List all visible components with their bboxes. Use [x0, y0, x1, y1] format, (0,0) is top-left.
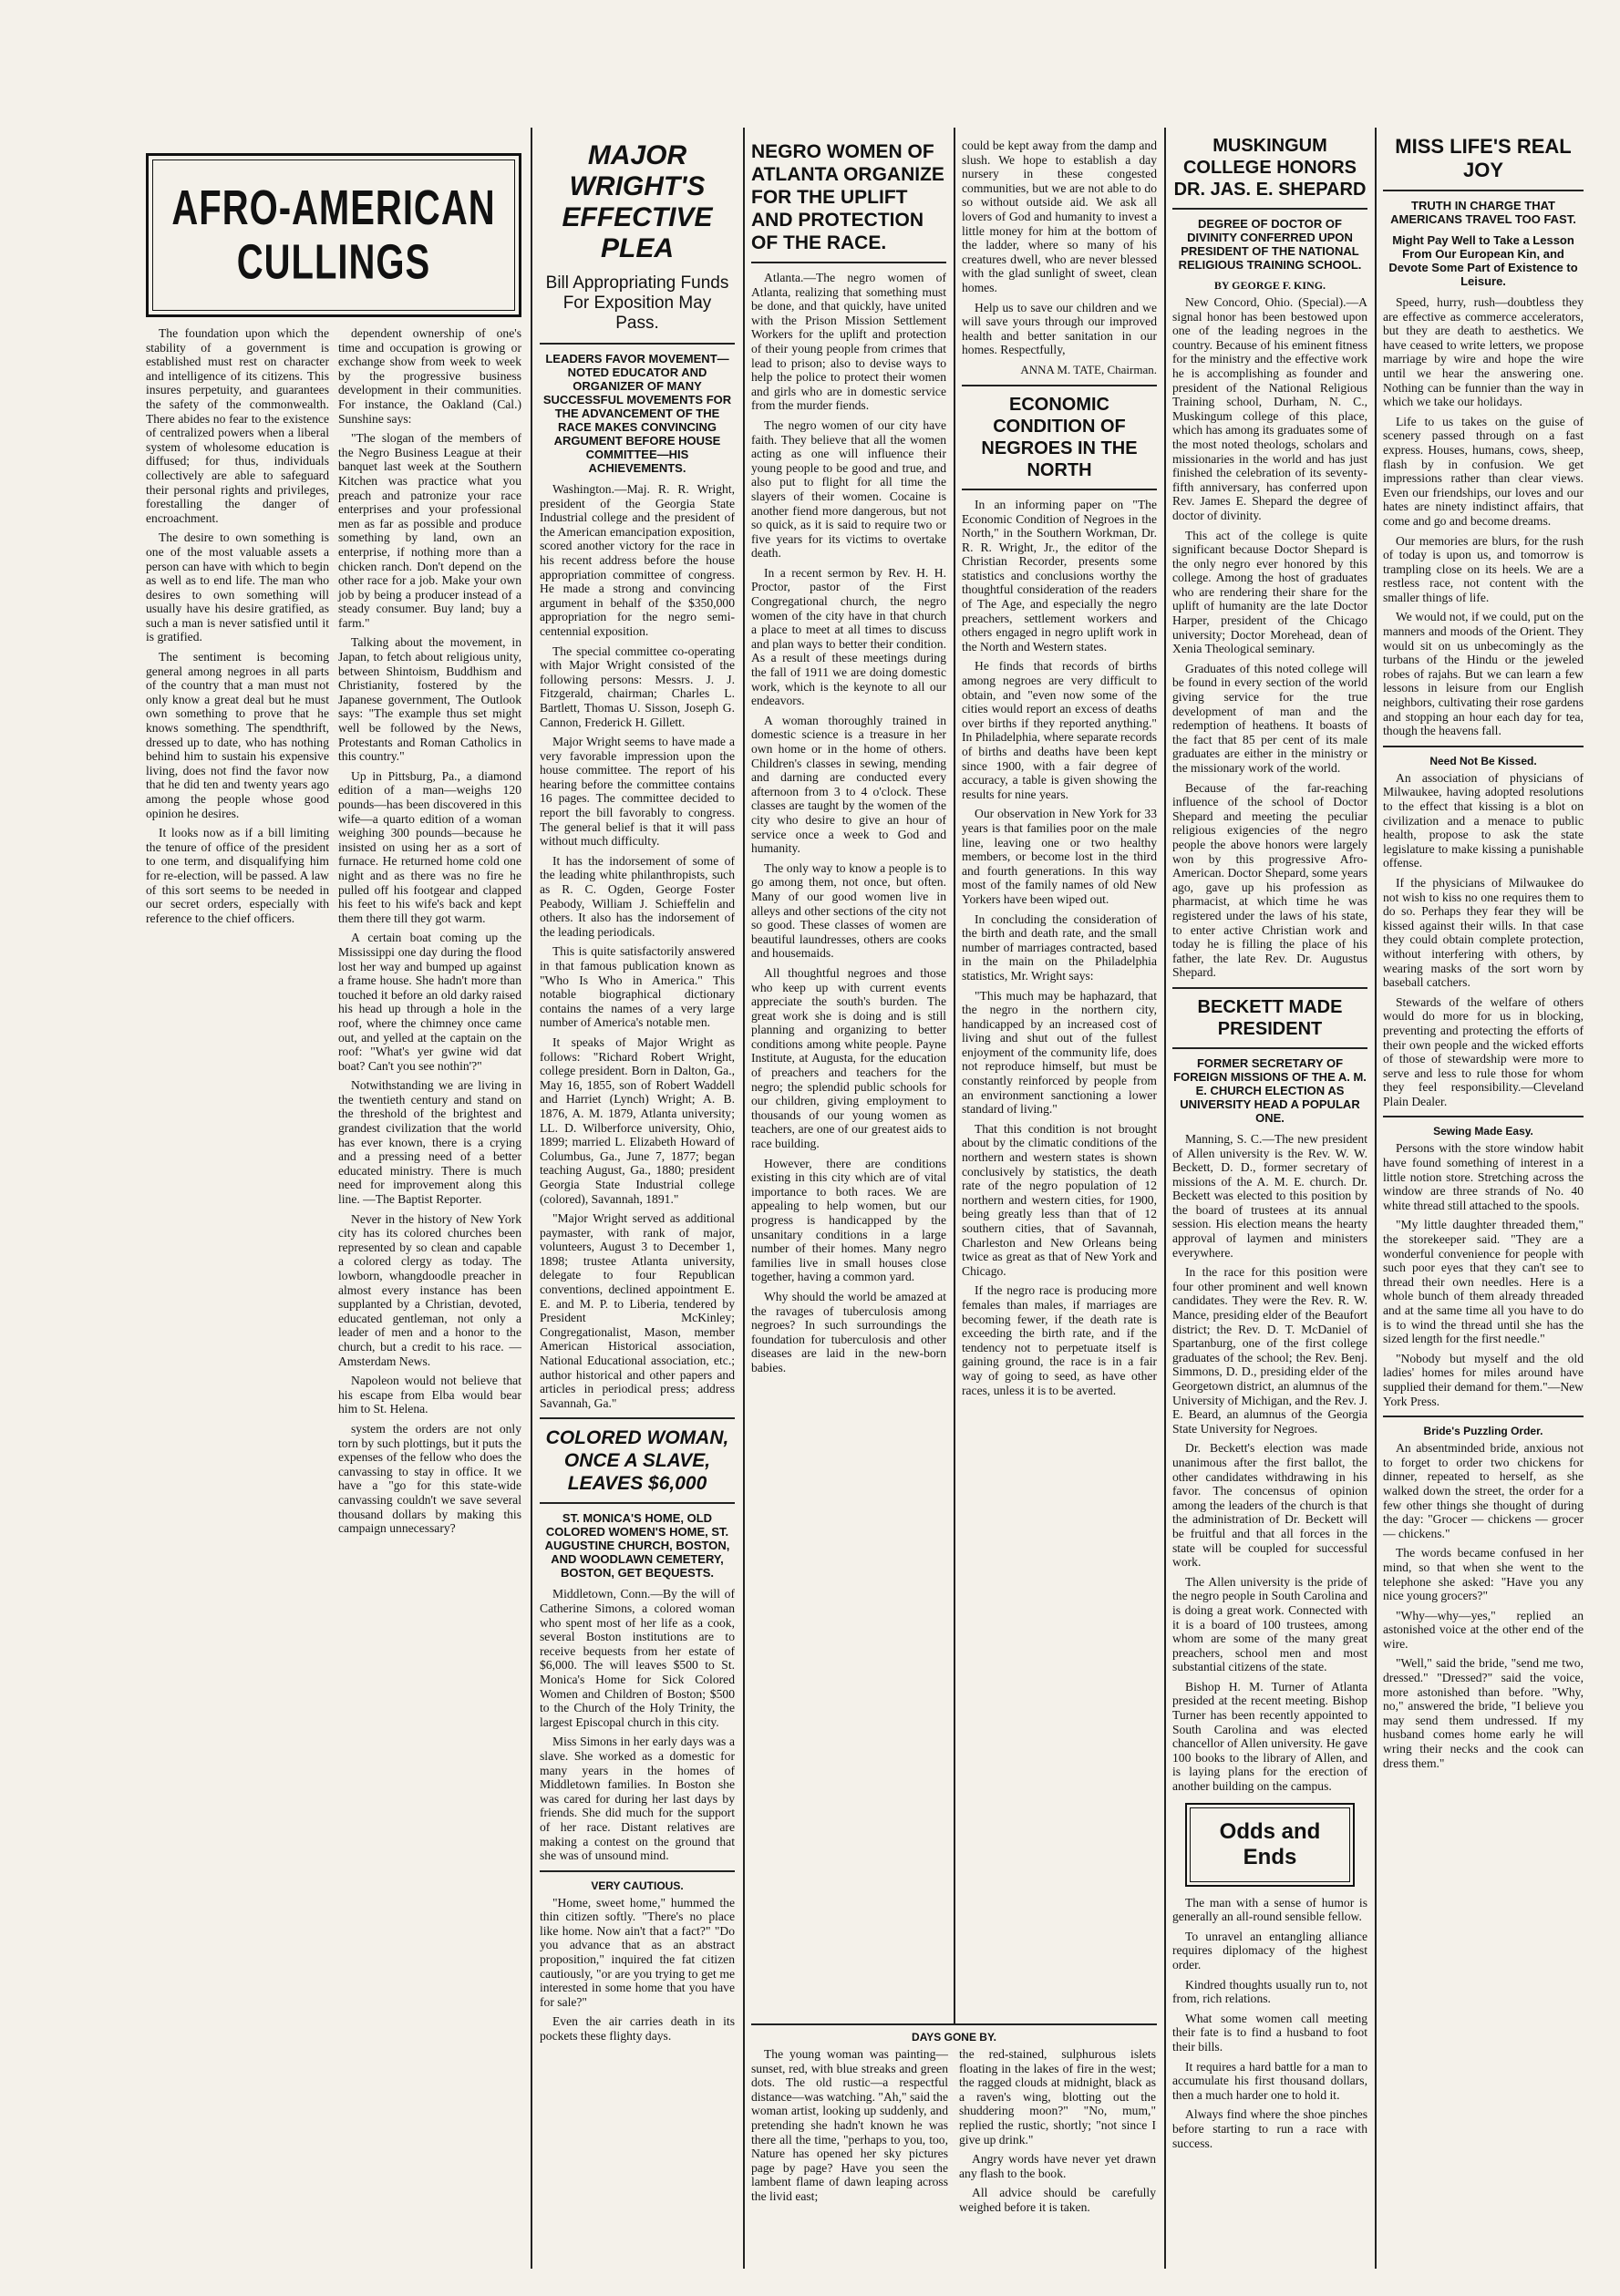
- north-headline: ECONOMIC CONDITION OF NEGROES IN THE NORTH: [981, 394, 1138, 480]
- article-paragraph: Manning, S. C.—The new president of Allen university is the Rev. W. W. Beckett, D. D., former secretary of missions of the A. M. E. church. Dr. Beckett was elected to this position by the board of trustees at its annual session. His election means the hearty approval of laymen and ministers everywhere.: [1172, 1131, 1367, 1260]
- article-paragraph: A certain boat coming up the Mississippi one day during the flood lost her way and bumped up against a frame house. She hadn't more than touched it before an old darky raised his head up through a hole in the roof, where the chimney once came out, and yelled at the captain on the roof: "What's yer gwine wid dat boat? Can't you see nothin'?": [338, 931, 521, 1073]
- article-paragraph: He finds that records of births among negroes are very difficult to obtain, and "even now some of the cities would report an excess of deaths over births if they reported anything." In Philadelphia, where separate records of births and deaths have been kept since 1900, with a fair degree of accuracy, a table is given showing the results for nine years.: [962, 659, 1157, 801]
- article-paragraph: To unravel an entangling alliance requires diplomacy of the highest order.: [1172, 1929, 1367, 1972]
- column-rule: [531, 128, 532, 2269]
- daysgone-subcolumn-1: [751, 2047, 948, 2220]
- cullings-title-box: [146, 153, 521, 317]
- article-paragraph: Always find where the shoe pinches before starting to run a race with success.: [1172, 2107, 1367, 2150]
- odds-title-box: [1185, 1803, 1355, 1887]
- wright-headline: MAJOR WRIGHT'S EFFECTIVE PLEA: [562, 140, 713, 263]
- sewing-headline: Sewing Made Easy.: [1433, 1125, 1533, 1138]
- article-paragraph: It has the indorsement of some of the leading white philanthropists, such as R. C. Ogden, George Foster Peabody, William J. Schieffelin and others. It also has the indorsement of the leading periodicals.: [540, 853, 735, 939]
- article-paragraph: That this condition is not brought about by the climatic conditions of the northern and western states is shown conclusively by statistics, the death rate of the negro population of 12 northern and western cities, for 1900, being greatly less than that of 12 southern cities, that of Savannah, Charleston and New Orleans being twice as great as that of New York and Chicago.: [962, 1121, 1157, 1278]
- odds-headline: Odds and Ends: [1219, 1818, 1321, 1869]
- divider: [540, 343, 735, 345]
- article-paragraph: Atlanta.—The negro women of Atlanta, realizing that something must be done, and that quickly, have united with the Prison Mission Settlement Workers for the uplift and protection of their young people from crimes that lead to prison; also to devise ways to help the police to protect their women and girls who are in domestic service from the murder fiends.: [751, 271, 946, 413]
- article-paragraph: All advice should be carefully weighed before it is taken.: [959, 2186, 1156, 2214]
- article-paragraph: Major Wright seems to have made a very favorable impression upon the house committee. The report of his hearing before the committee contains 16 pages. The committee decided to report the bill favorably to congress. The general belief is that it will pass without much difficulty.: [540, 735, 735, 849]
- article-paragraph: "The slogan of the members of the Negro Business League at their banquet last week at the Southern Kitchen was practice what you preach and patronize your race enterprises and your professional men as far as possible and produce something by land, own an enterprise, if nothing more than a chicken ranch. Don't depend on the other race for a job. Make your own job by being a producer instead of a steady consumer. Buy land; buy a farm.": [338, 431, 521, 630]
- divider: [540, 1502, 735, 1504]
- divider: [751, 262, 946, 263]
- signature: ANNA M. TATE, Chairman.: [1020, 362, 1157, 376]
- column-rule: [1164, 128, 1166, 2269]
- article-paragraph: Miss Simons in her early days was a slave. She worked as a domestic for many years in the homes of Middletown families. In Boston she was cared for during her last days by friends. She did much for the support of her race. Distant relatives are making a contest on the ground that she was of unsound mind.: [540, 1735, 735, 1863]
- article-paragraph: "Well," said the bride, "send me two, dressed." "Dressed?" said the voice, more astonished than before. "Why, no," answered the bride, "I believe you may send them undressed. If my husband comes home early he will wring their necks and the cook can dress them.": [1383, 1656, 1584, 1770]
- article-paragraph: In a recent sermon by Rev. H. H. Proctor, pastor of the First Congregational church, the negro women of the city have in that church a place to meet at all times to discuss and plan ways to better their condition. As a result of these meetings during the fall of 1911 we are doing domestic work, which is the keynote to all our endeavors.: [751, 565, 946, 708]
- article-paragraph: New Concord, Ohio. (Special).—A signal honor has been bestowed upon one of the leading negroes in the country. Because of his eminent fitness for the ministry and the effective work he is accomplishing as founder and president of the National Religious Training school, Durham, N. C., Muskingum college of this place, which has among its graduates some of the most noted theologs, scholars and missionaries in the world and has just finished the celebration of its seventy-fifth anniversary, has conferred upon Rev. James E. Shepard the degree of doctor of divinity.: [1172, 295, 1367, 522]
- article-paragraph: It looks now as if a bill limiting the tenure of office of the president to one term, and disqualifying him for re-election, will be passed. A law of this sort seems to be needed in our secret orders, especially with reference to the chief officers.: [146, 826, 329, 925]
- article-paragraph: Bishop H. M. Turner of Atlanta presided at the recent meeting. Bishop Turner has been recently appointed to South Carolina and was elected chancellor of Allen university. He gave 100 books to the library of Allen, and is laying plans for the erection of another building on the campus.: [1172, 1679, 1367, 1794]
- wright-column: [540, 128, 735, 2269]
- article-paragraph: The special committee co-operating with Major Wright consisted of the following persons: Messrs. J. J. Fitzgerald, chairman; Charles L. Bartlett, Thomas U. Sisson, Joseph G. Cannon, Frederick H. Gillett.: [540, 643, 735, 729]
- article-paragraph: Persons with the store window habit have found something of interest in a little notion store. Stretching across the window are three strands of No. 40 white thread still attached to the spools.: [1383, 1141, 1584, 1212]
- beckett-deck: FORMER SECRETARY OF FOREIGN MISSIONS OF THE A. M. E. CHURCH ELECTION AS UNIVERSITY HEAD A POPULAR ONE.: [1173, 1055, 1367, 1125]
- joy-column: [1383, 128, 1584, 2269]
- article-paragraph: The sentiment is becoming general among negroes in all parts of the country that a man must not only know a great deal but he must own something to prove that he knows something. The spendthrift, dressed up to date, who has nothing behind him to sustain his expensive living, does not find the favor now that he did ten and twenty years ago among the people whose good opinion he desires.: [146, 650, 329, 820]
- article-paragraph: If the physicians of Milwaukee do not wish to kiss no one requires them to do so. Perhaps they fear they will be kissed against their wills. In that case they could obtain complete protection, without interfering with others, by wearing masks of the sort worn by baseball catchers.: [1383, 875, 1584, 990]
- article-paragraph: An association of physicians of Milwaukee, having adopted resolutions to the effect that kissing is a blot on civilization and a menace to public health, propose to ask the state legislature to make kissing a punishable offense.: [1383, 770, 1584, 870]
- joy-headline: MISS LIFE'S REAL JOY: [1395, 135, 1572, 181]
- column-rule: [743, 128, 745, 2269]
- daysgone-headline: DAYS GONE BY.: [912, 2031, 996, 2044]
- divider: [1383, 190, 1584, 191]
- article-paragraph: We would not, if we could, put on the manners and moods of the Orient. They would sit on us unbecomingly as the turbans of the Hindu or the jeweled robes of rajahs. But we can learn a few lessons in leisure from our English neighbors, cultivating their rose gardens and stopping an hour each day for tea, though the heavens fall.: [1383, 610, 1584, 738]
- article-paragraph: Why should the world be amazed at the ravages of tuberculosis among negroes? In such surroundings the foundation for tuberculosis and other diseases are laid in the new-born babies.: [751, 1289, 946, 1375]
- article-paragraph: Never in the history of New York city has its colored churches been represented by so clean and capable a colored clergy as today. The lowborn, whangdoodle preacher in almost every instance has been supplanted by a Christian, devoted, educated gentleman, not only a leader of men and a honor to the church, but a credit to his race. —Amsterdam News.: [338, 1211, 521, 1368]
- article-paragraph: This act of the college is quite significant because Doctor Shepard is the only negro ever honored by this college. Among the host of graduates who are rendering their share for the uplift of humanity are the late Doctor Harper, president of the Chicago university; Doctor Morehead, dean of Xenia Theological seminary.: [1172, 528, 1367, 656]
- article-paragraph: "Nobody but myself and the old ladies' homes for miles around have supplied their demand for them."—New York Press.: [1383, 1351, 1584, 1408]
- article-paragraph: "Major Wright served as additional paymaster, with rank of major, volunteers, August 3 to December 1, 1898; trustee Atlanta university, delegate to four Republican conventions, declined appointment E. E. and M. P. to Liberia, tendered by President McKinley; Congregationalist, Mason, member American Historical association, National Educational association, etc.; author historical and other papers and articles in periodical press; address Savannah, Ga.": [540, 1211, 735, 1410]
- article-paragraph: A woman thoroughly trained in domestic science is a treasure in her own home or in the home of others. Children's classes in sewing, mending and darning are conducted every afternoon from 3 to 4 o'clock. These classes are taught by the women of the city who desire to give an hour of service once a week to God and humanity.: [751, 713, 946, 856]
- article-paragraph: The words became confused in her mind, so that when she went to the telephone she asked: "Have you any nice young grocers?": [1383, 1546, 1584, 1603]
- article-paragraph: Napoleon would not believe that his escape from Elba would bear him to St. Helena.: [338, 1374, 521, 1416]
- cullings-subcolumn-2: [338, 326, 521, 1541]
- divider: [1383, 746, 1584, 747]
- cullings-title: AFRO-AMERICAN CULLINGS: [171, 180, 496, 290]
- article-paragraph: All thoughtful negroes and those who keep up with current events appreciate the south's burden. The great work she is doing and is still planning and organizing to better conditions among white people. Payne Institute, at Augusta, for the education of preachers and teachers for the negro; the splendid public schools for our children, giving employment to thousands of our young women as teachers, are one of our greatest aids to race building.: [751, 965, 946, 1151]
- north-column: [962, 128, 1157, 2269]
- article-paragraph: The foundation upon which the stability of a government is established must rest on character and intelligence of its citizens. This insures perpetuity, and guarantees the safety of the commonwealth. There abides no fear to the existence of centralized powers when a liberal system of wholesome education is diffused; for thus, individuals collectively are able to safeguard their personal rights and privileges, forestalling the danger of encroachment.: [146, 326, 329, 525]
- cullings-column: [146, 153, 521, 2269]
- joy-deck-2: Might Pay Well to Take a Lesson From Our European Kin, and Devote Some Part of Existence to Leisure.: [1388, 233, 1578, 288]
- article-paragraph: In concluding the consideration of the birth and death rate, and the small number of marriages contracted, based in the main on the Philadelphia statistics, Mr. Wright says:: [962, 911, 1157, 983]
- divider: [962, 489, 1157, 490]
- article-paragraph: Our memories are blurs, for the rush of today is upon us, and tomorrow is trampling close on its heels. We are a restless race, not content with the smaller things of life.: [1383, 533, 1584, 604]
- divider: [1172, 1047, 1367, 1049]
- divider: [1383, 1116, 1584, 1117]
- article-paragraph: "My little daughter threaded them," the storekeeper said. "They are a wonderful convenience for people with such poor eyes that they can't see to thread their own needles. Here is a whole bunch of them already threaded and at the same time all you have to do is to wind the thread until she has the sized length for the first needle.": [1383, 1218, 1584, 1346]
- article-paragraph: Washington.—Maj. R. R. Wright, president of the Georgia State Industrial college and the president of the American emancipation exposition, scored another victory for the race in his recent address before the house appropriation committee of congress. He made a strong and convincing argument in behalf of the $350,000 appropriation for the negro semi-centennial exposition.: [540, 482, 735, 638]
- muskingum-deck: DEGREE OF DOCTOR OF DIVINITY CONFERRED UPON PRESIDENT OF THE NATIONAL RELIGIOUS TRAINING SCHOOL.: [1178, 217, 1362, 272]
- slave-deck: ST. MONICA'S HOME, OLD COLORED WOMEN'S HOME, ST. AUGUSTINE CHURCH, BOSTON, AND WOODLAWN CEMETERY, BOSTON, GET BEQUESTS.: [544, 1511, 730, 1580]
- article-paragraph: In an informing paper on "The Economic Condition of Negroes in the North," in the Southern Workman, Dr. R. R. Wright, Jr., the editor of the Christian Recorder, presents some statistics and conclusions worthy the thoughtful consideration of the readers of The Age, and especially the negro preachers, settlement workers and others engaged in negro uplift work in the North and Western states.: [962, 497, 1157, 654]
- article-paragraph: It speaks of Major Wright as follows: "Richard Robert Wright, college president. Born in Dalton, Ga., May 16, 1855, son of Robert Waddell and Harriet (Lynch) Wright; A. B. 1876, A. M. 1879, Atlanta university; LL. D. Wilberforce university, Ohio, 1899; married L. Elizabeth Howard of Columbus, Ga., June 7, 1877; began teaching August, Ga., 1880; president Georgia State Industrial college (colored), Savannah, 1891.": [540, 1035, 735, 1206]
- daysgone-box: [751, 2023, 1157, 2271]
- article-paragraph: The Allen university is the pride of the negro people in South Carolina and is doing a great work. Connected with it is a board of 100 trustees, among whom are some of the many great preachers, school men and most substantial citizens of the state.: [1172, 1574, 1367, 1674]
- divider: [962, 385, 1157, 386]
- byline: BY GEORGE F. KING.: [1213, 279, 1326, 292]
- article-paragraph: What some women call meeting their fate is to find a husband to foot their bills.: [1172, 2011, 1367, 2054]
- article-paragraph: Even the air carries death in its pockets these flighty days.: [540, 2014, 735, 2044]
- column-rule: [1375, 128, 1377, 2269]
- article-paragraph: However, there are conditions existing in this city which are of vital importance to both races. We are appealing to help women, but our progress is handicapped by the unsanitary conditions in a large number of their homes. Many negro families live in small houses close together, having a common yard.: [751, 1156, 946, 1284]
- article-paragraph: Up in Pittsburg, Pa., a diamond edition of a man—weighs 120 pounds—has been discovered in this wife—a quarto edition of a woman weighing 300 pounds—because he insisted on using her as a sort of furnace. He returned home cold one night and as there was no fire he pulled off his footgear and clapped his feet to his wife's back and kept them there till they got warm.: [338, 768, 521, 925]
- cullings-subcolumn-1: [146, 326, 329, 1541]
- article-paragraph: Angry words have never yet drawn any flash to the book.: [959, 2152, 1156, 2180]
- article-paragraph: Life to us takes on the guise of scenery passed through on a fast express. Houses, humans, cows, sheep, flash by in confusion. We get impressions rather than clear views. Even our friendships, our loves and our hates are ninety indistinct affairs, that come and go and become dreams.: [1383, 414, 1584, 528]
- article-paragraph: The young woman was painting—sunset, red, with blue streaks and green dots. The old rustic—a respectful distance—was watching. "Ah," said the woman artist, looking up suddenly, and pretending she hadn't known he was there all the time, "perhaps to you, too, Nature has opened her sky pictures page by page? Have you seen the lambent flame of dawn leaping across the livid east;: [751, 2047, 948, 2203]
- kissed-headline: Need Not Be Kissed.: [1429, 754, 1537, 767]
- article-paragraph: system the orders are not only torn by such plottings, but it puts the expenses of the fellow who does the canvassing to stay in office. It we have a "go for this state-wide canvassing couldn't we save several thousand dollars by making this campaign unnecessary?: [338, 1421, 521, 1536]
- divider: [1172, 208, 1367, 210]
- article-paragraph: "Home, sweet home," hummed the thin citizen softly. "There's no place like home. Now ain't that a fact?" "Do you advance that as an abstract proposition," inquired the fat citizen cautiously, "or are you trying to get me interested in some home that you have for sale?": [540, 1895, 735, 2009]
- article-paragraph: the red-stained, sulphurous islets floating in the lakes of fire in the west; the ragged clouds at midnight, black as a raven's wing, blotting out the shuddering moon?" "No, mum," replied the rustic, shortly; "not since I give up drink.": [959, 2047, 1156, 2147]
- joy-deck: TRUTH IN CHARGE THAT AMERICANS TRAVEL TOO FAST.: [1390, 199, 1576, 226]
- article-paragraph: An absentminded bride, anxious not to forget to order two chickens for dinner, repeated to herself, as she walked down the street, the order for a few other things she thought of during the day: "Grocer — chickens — grocer — chickens.": [1383, 1441, 1584, 1540]
- article-paragraph: It requires a hard battle for a man to accumulate his first thousand dollars, then a much harder one to hold it.: [1172, 2059, 1367, 2102]
- article-paragraph: Talking about the movement, in Japan, to fetch about religious unity, between Shintoism, Buddhism and Christianity, fostered by the Japanese government, The Outlook says: "The example thus set might well be followed by the News, Protestants and Roman Catholics in this country.": [338, 635, 521, 764]
- atlanta-headline: NEGRO WOMEN OF ATLANTA ORGANIZE FOR THE UPLIFT AND PROTECTION OF THE RACE.: [751, 141, 944, 253]
- article-paragraph: The only way to know a people is to go among them, not once, but often. Many of our good women live in alleys and other sections of the city not so good. These classes of women are beautiful laundresses, others are cooks and housemaids.: [751, 860, 946, 961]
- column-rule: [954, 128, 955, 2269]
- slave-headline: COLORED WOMAN, ONCE A SLAVE, LEAVES $6,000: [545, 1427, 729, 1495]
- muskingum-headline: MUSKINGUM COLLEGE HONORS DR. JAS. E. SHEPARD: [1173, 136, 1367, 200]
- article-paragraph: Help us to save our children and we will save yours through our improved health and better sanitation in our homes. Respectfully,: [962, 300, 1157, 357]
- divider: [1383, 1416, 1584, 1417]
- divider: [1172, 987, 1367, 989]
- article-paragraph: "This much may be haphazard, that the negro in the northern city, handicapped by an increased cost of living and shut out of the fullest enjoyment of the community life, does not reproduce himself, but must be constantly reinforced by people from an environment sanctioning a lower standard of living.": [962, 988, 1157, 1117]
- divider: [540, 1870, 735, 1872]
- article-paragraph: Speed, hurry, rush—doubtless they are effective as commerce accelerators, but they are death to aesthetics. We have ceased to write letters, we propose marriage by wire and hope the wire until we hear the answering one. Nothing can be funnier than the way in which we take our holidays.: [1383, 295, 1584, 409]
- article-paragraph: In the race for this position were four other prominent and well known candidates. They were the Rev. R. W. Mance, presiding elder of the Beaufort district; the Rev. D. T. McDaniel of Spartanburg, one of the first college graduates of the school; the Rev. Benj. Simmons, D. D., presiding elder of the Georgetown district, an alumnus of the University of Michigan, and the Rev. J. E. Beard, an alumnus of the Georgia State University for Negroes.: [1172, 1265, 1367, 1436]
- article-paragraph: If the negro race is producing more females than males, if marriages are becoming fewer, if the death rate is exceeding the birth rate, and if the tendency not to perpetuate itself is gaining ground, the race is in a fair way of going to seed, as have other races, unless it is to be averted.: [962, 1283, 1157, 1397]
- article-paragraph: The negro women of our city have faith. They believe that all the women acting as one will influence their young people to be good and true, and also put to flight for all time the slayers of their women. Cocaine is another fiend more dangerous, but not so quick, as it is said to require two or five years for its victims to overtake death.: [751, 417, 946, 561]
- divider: [540, 1417, 735, 1419]
- article-paragraph: The man with a sense of humor is generally an all-round sensible fellow.: [1172, 1895, 1367, 1924]
- article-paragraph: The desire to own something is one of the most valuable assets a person can have with which to begin as well as to end life. The man who desires to own something will usually have his desire gratified, as such a man is never satisfied until it is gratified.: [146, 530, 329, 644]
- puzzle-headline: Bride's Puzzling Order.: [1423, 1425, 1543, 1438]
- article-paragraph: Middletown, Conn.—By the will of Catherine Simons, a colored woman who spent most of her life as a cook, several Boston institutions are to receive bequests from her estate of $6,000. The will leaves $500 to St. Monica's Home for Sick Colored Women and Children of Boston; $500 to the Church of the Holy Trinity, the largest Episcopal church in this city.: [540, 1587, 735, 1729]
- article-paragraph: Our observation in New York for 33 years is that families poor on the male line, leaving one or two healthy members, or become lost in the third and fourth generations. In this way most of the family names of old New Yorkers have been wiped out.: [962, 807, 1157, 906]
- article-paragraph: "Why—why—yes," replied an astonished voice at the other end of the wire.: [1383, 1608, 1584, 1651]
- wright-subhead: Bill Appropriating Funds For Exposition May Pass.: [545, 273, 729, 333]
- muskingum-column: [1172, 128, 1367, 2269]
- article-paragraph: Dr. Beckett's election was made unanimous after the first ballot, the other candidates withdrawing in his favor. The concensus of opinion among the leaders of the church is that the administration of Dr. Beckett will be fruitful and that all forces in the state will be coupled for successful work.: [1172, 1441, 1367, 1570]
- article-paragraph: dependent ownership of one's time and occupation is growing or exchange show from week to week by the progressive business development in their communities. For instance, the Oakland (Cal.) Sunshine says:: [338, 326, 521, 426]
- article-paragraph: Graduates of this noted college will be found in every section of the world giving service for the true development of man and the redemption of heathens. It boasts of the fact that 85 per cent of its male graduates are either in the ministry or the missionary work of the world.: [1172, 661, 1367, 775]
- article-paragraph: could be kept away from the damp and slush. We hope to establish a day nursery in these congested communities, but we are not able to do so without outside aid. We ask all lovers of God and humanity to invest a little money for him at the bottom of the ladder, where so many of his creatures dwell, who are never blessed with the glad sunlight of sweet, clean homes.: [962, 139, 1157, 294]
- wright-deck: LEADERS FAVOR MOVEMENT—NOTED EDUCATOR AND ORGANIZER OF MANY SUCCESSFUL MOVEMENTS FOR THE ADVANCEMENT OF THE RACE MAKES CONVINCING ARGUMENT BEFORE HOUSE COMMITTEE—HIS ACHIEVEMENTS.: [542, 352, 732, 475]
- article-paragraph: Stewards of the welfare of others would do more for us in blocking, preventing and protecting the efforts of their own people and the wicked efforts of those of stewardship were more to serve and less to rule those for whom they feel responsibility.—Cleveland Plain Dealer.: [1383, 994, 1584, 1108]
- atlanta-column: [751, 128, 946, 2269]
- beckett-headline: BECKETT MADE PRESIDENT: [1197, 996, 1343, 1039]
- article-paragraph: Notwithstanding we are living in the twentieth century and stand on the threshold of the brightest and grandest civilization that the world has ever known, there is a crying and a pressing need of a better educated ministry. There is much need for improvement along this line. —The Baptist Reporter.: [338, 1078, 521, 1207]
- article-paragraph: Because of the far-reaching influence of the school of Doctor Shepard and meeting the peculiar religious exigencies of the negro people the above honors were largely won by this progressive Afro-American. Doctor Shepard, some years ago, gave up his profession as pharmacist, at which time he was registered under the laws of his state, to enter active Christian work and today he is filling the place of his father, the late Rev. Dr. Augustus Shepard.: [1172, 780, 1367, 980]
- cautious-headline: VERY CAUTIOUS.: [591, 1879, 684, 1892]
- article-paragraph: This is quite satisfactorily answered in that famous publication known as "Who Is Who in America." This notable biographical dictionary contains the names of a very large number of America's notable men.: [540, 944, 735, 1030]
- daysgone-subcolumn-2: [959, 2047, 1156, 2220]
- article-paragraph: Kindred thoughts usually run to, not from, rich relations.: [1172, 1977, 1367, 2006]
